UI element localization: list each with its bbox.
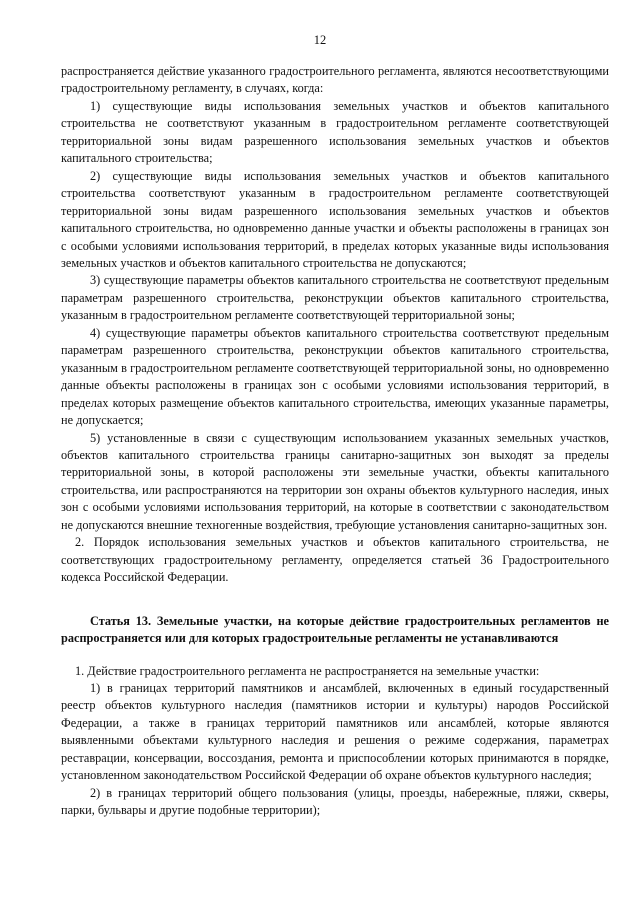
section-spacer [61,587,609,613]
paragraph-item-3: 3) существующие параметры объектов капитального строительства не соответствуют предельным параметрам разрешенного строительства, реконструкции объектов капитального строительства, указанным в градостроительном регламенте соответствующей территориальной зоны; [61,273,609,323]
paragraph-item-5: 5) установленные в связи с существующим использованием указанных земельных участков, объектов капитального строительства границы санитарно-защитных зон выходят за пределы территориальной зоны, в которой расположены эти земельные участки, объекты капитального строительства, или распространяются на территории зон охраны объектов культурного наследия, иных зон с особыми условиями использования территорий, на которые в соответствии с законодательством не допускаются внешние техногенные воздействия, требующие установления санитарно-защитных зон. [61,430,609,532]
page-number: 12 [313,33,327,47]
article-item-2: 2) в границах территорий общего пользования (улицы, проезды, набережные, пляжи, скверы, парки, бульвары и другие подобные территории); [61,785,609,818]
article-item-1: 1) в границах территорий памятников и ансамблей, включенных в единый государственный реестр объектов культурного наследия (памятников истории и культуры) народов Российской Федерации, а также в границах территорий памятников или ансамблей, которые являются выявленными объектами культурного наследия и решения о режиме содержания, параметрах реставрации, консервации, воссоздания, ремонта и приспособлении которых принимаются в порядке, установленном законодательством Российской Федерации об охране объектов культурного наследия; [61,680,609,783]
article-heading: Статья 13. Земельные участки, на которые действие градостроительных регламентов не распространяется или для которых градостроительные регламенты не устанавливаются [61,613,609,646]
paragraph-continuation: распространяется действие указанного градостроительного регламента, являются несоответствующими градостроительному регламенту, в случаях, когда: [61,64,609,96]
paragraph-section-2: 2. Порядок использования земельных участков и объектов капитального строительства, не соответствующих градостроительному регламенту, определяется статьей 36 Градостроительного кодекса Российской Федерации. [61,535,609,585]
document-body [61,63,609,820]
article-paragraph-1: 1. Действие градостроительного регламента не распространяется на земельные участки: [75,663,540,678]
paragraph-item-1: 1) существующие виды использования земельных участков и объектов капитального строительства не соответствуют указанным в градостроительном регламенте соответствующей территориальной зоны видам разрешенного использования земельных участков и объектов капитального строительства; [61,98,609,166]
paragraph-item-4: 4) существующие параметры объектов капитального строительства соответствуют предельным параметрам разрешенного строительства, реконструкции объектов капитального строительства, указанным в градостроительном регламенте соответствующей территориальной зоны, но одновременно данные объекты расположены в границах зон с особыми условиями использования территорий, в пределах которых размещение объектов капитального строительства, имеющих указанные параметры, не допускается; [61,325,609,428]
paragraph-item-2: 2) существующие виды использования земельных участков и объектов капитального строительства соответствуют указанным в градостроительном регламенте соответствующей территориальной зоны видам разрешенного использования земельных участков и объектов капитального строительства, но одновременно данные участки и объекты расположены в границах зон с особыми условиями использования территорий, в пределах которых указанные виды использования земельных участков и объектов капитального строительства не допускаются; [61,168,609,270]
